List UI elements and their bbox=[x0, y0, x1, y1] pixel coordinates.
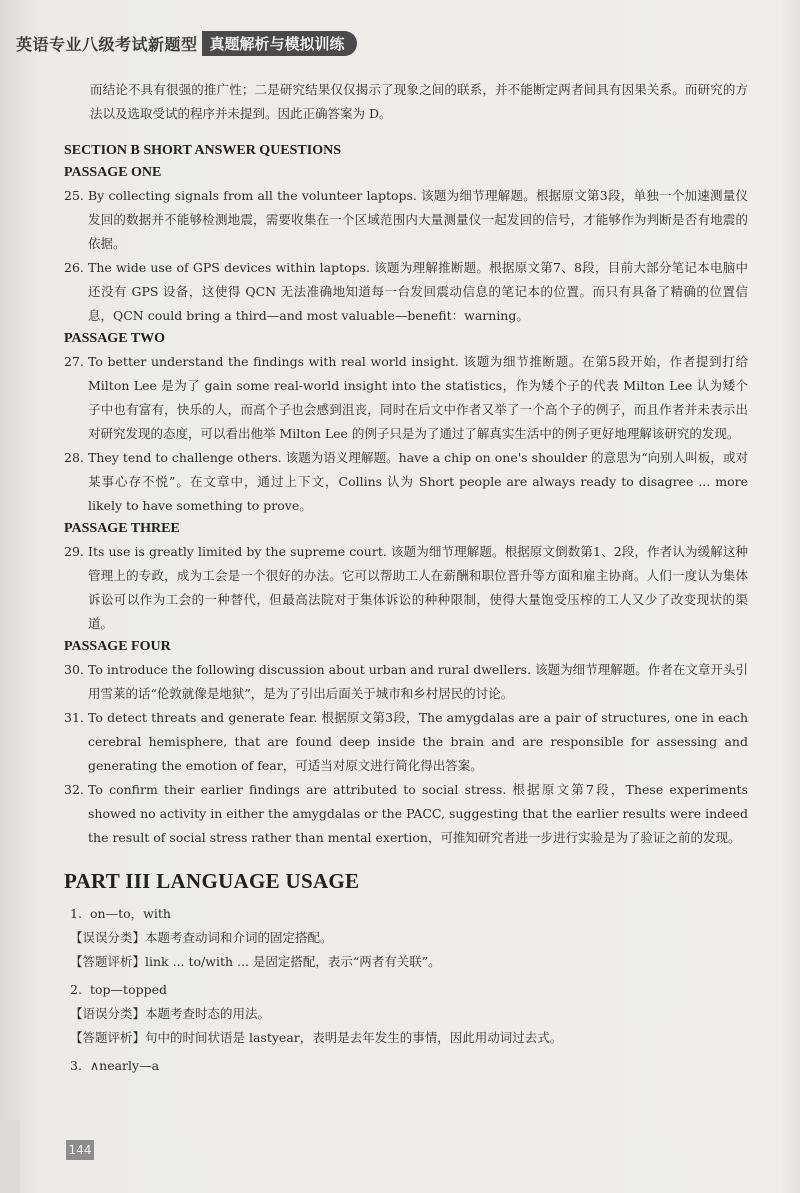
book-title: 英语专业八级考试新题型 bbox=[16, 34, 198, 54]
item-number: 28. bbox=[64, 450, 84, 465]
item-number: 30. bbox=[64, 662, 84, 677]
passage-three-title: PASSAGE THREE bbox=[64, 521, 180, 536]
item-text: The wide use of GPS devices within laptops. 该题为理解推断题。根据原文第7、8段，目前大部分笔记本电脑中还没有 GPS 设备，这使得 QCN 无法准确地知道每一台发回震动信息的笔记本的位置。而只有具备了精确的位置信息，QCN could bring a third—and most valuable—benefit：warning。 bbox=[88, 260, 748, 323]
item-number: 2. bbox=[70, 982, 82, 997]
answer-item-27 bbox=[64, 350, 748, 446]
intro-paragraph bbox=[64, 78, 748, 126]
answer-item-28 bbox=[64, 446, 748, 518]
page-number: 144 bbox=[66, 1140, 94, 1160]
item-text: They tend to challenge others. 该题为语义理解题。have a chip on one's shoulder 的意思为“向别人叫板，或对某事心存不悦”。在文章中，通过上下文，Collins 认为 Short people are always ready to disagree ... more likely to have something to prove。 bbox=[88, 450, 748, 513]
passage-two-title: PASSAGE TWO bbox=[64, 331, 166, 346]
usage-item-2-category: 【语误分类】本题考查时态的用法。 bbox=[70, 1006, 271, 1021]
answer-item-30 bbox=[64, 658, 748, 706]
passage-four-title: PASSAGE FOUR bbox=[64, 639, 171, 654]
answer-item-25 bbox=[64, 184, 748, 256]
item-number: 3. bbox=[70, 1058, 82, 1073]
item-text: To confirm their earlier findings are attributed to social stress. 根据原文第7段，These experiments showed no activity in either the amygdalas or the PACC, suggesting that the earlier results were indeed the result of social stress rather than mental exertion，可推知研究者进一步进行实验是为了验证之前的发现。 bbox=[88, 782, 748, 845]
page-content bbox=[64, 78, 748, 1078]
item-number: 25. bbox=[64, 188, 84, 203]
usage-item-1-category: 【误误分类】本题考查动词和介词的固定搭配。 bbox=[70, 930, 333, 945]
intro-line-1: 而结论不具有很强的推广性；二是研究结果仅仅揭示了现象之间的联系，并不能断定两者间具有因果关 bbox=[90, 82, 660, 97]
item-answer: ∧nearly—a bbox=[90, 1058, 160, 1073]
usage-item-3 bbox=[64, 1054, 748, 1078]
item-answer: on—to，with bbox=[90, 906, 171, 921]
item-text: To introduce the following discussion about urban and rural dwellers. 该题为细节理解题。作者在文章开头引用雪莱的话“伦敦就像是地狱”，是为了引出后面关于城市和乡村居民的讨论。 bbox=[88, 662, 748, 701]
item-text: Its use is greatly limited by the supreme court. 该题为细节理解题。根据原文倒数第1、2段，作者认为缓解这种管理上的专政，成为工会是一个很好的办法。它可以帮助工人在薪酬和职位晋升等方面和雇主协商。人们一度认为集体诉讼可以作为工会的一种替代，但最高法院对于集体诉讼的种种限制，使得大量饱受压榨的工人又少了改变现状的渠道。 bbox=[88, 544, 748, 631]
item-number: 29. bbox=[64, 544, 84, 559]
item-number: 1. bbox=[70, 906, 82, 921]
usage-item-1-analysis: 【答题评析】link ... to/with ... 是固定搭配，表示“两者有关联”。 bbox=[70, 954, 441, 969]
usage-item-2-analysis: 【答题评析】句中的时间状语是 lastyear，表明是去年发生的事情，因此用动词过去式。 bbox=[70, 1030, 563, 1045]
item-number: 31. bbox=[64, 710, 84, 725]
part-three-title: PART III LANGUAGE USAGE bbox=[64, 869, 360, 893]
page-edge-strip bbox=[0, 1120, 20, 1193]
running-header bbox=[16, 30, 396, 56]
item-text: By collecting signals from all the volunteer laptops. 该题为细节理解题。根据原文第3段，单独一个加速测量仪发回的数据并不能够检测地震，需要收集在一个区域范围内大量测量仪一起发回的信号，才能够作为判断是否有地震的依据。 bbox=[88, 188, 748, 251]
passage-one-title: PASSAGE ONE bbox=[64, 165, 162, 180]
answer-item-32 bbox=[64, 778, 748, 850]
usage-item-2 bbox=[64, 978, 748, 1002]
intro-line-2: 系。而研究的方法以及选取受试的程序并未提到。因此正确答案为 D。 bbox=[90, 82, 748, 121]
answer-item-26 bbox=[64, 256, 748, 328]
book-subtitle-tag: 真题解析与模拟训练 bbox=[202, 31, 357, 56]
item-number: 27. bbox=[64, 354, 84, 369]
item-number: 32. bbox=[64, 782, 84, 797]
item-number: 26. bbox=[64, 260, 84, 275]
section-b-title: SECTION B SHORT ANSWER QUESTIONS bbox=[64, 143, 342, 158]
item-answer: top—topped bbox=[90, 982, 168, 997]
answer-item-29 bbox=[64, 540, 748, 636]
usage-item-1 bbox=[64, 902, 748, 926]
item-text: To better understand the findings with real world insight. 该题为细节推断题。在第5段开始，作者提到打给 Milton Lee 是为了 gain some real-world insight into the statistics，作为矮个子的代表 Milton Lee 认为矮个子中也有富有，快乐的人，而高个子也会感到沮丧，同时在后文中作者又举了一个高个子的例子，而且作者并未表示出对研究发现的态度，可以看出他举 Milton Lee 的例子只是为了通过了解真实生活中的例子更好地理解该研究的发现。 bbox=[88, 354, 748, 441]
answer-item-31 bbox=[64, 706, 748, 778]
item-text: To detect threats and generate fear. 根据原文第3段，The amygdalas are a pair of structures, one in each cerebral hemisphere, that are found deep inside the brain and are responsible for assessing and generating the emotion of fear，可适当对原文进行简化得出答案。 bbox=[88, 710, 748, 773]
